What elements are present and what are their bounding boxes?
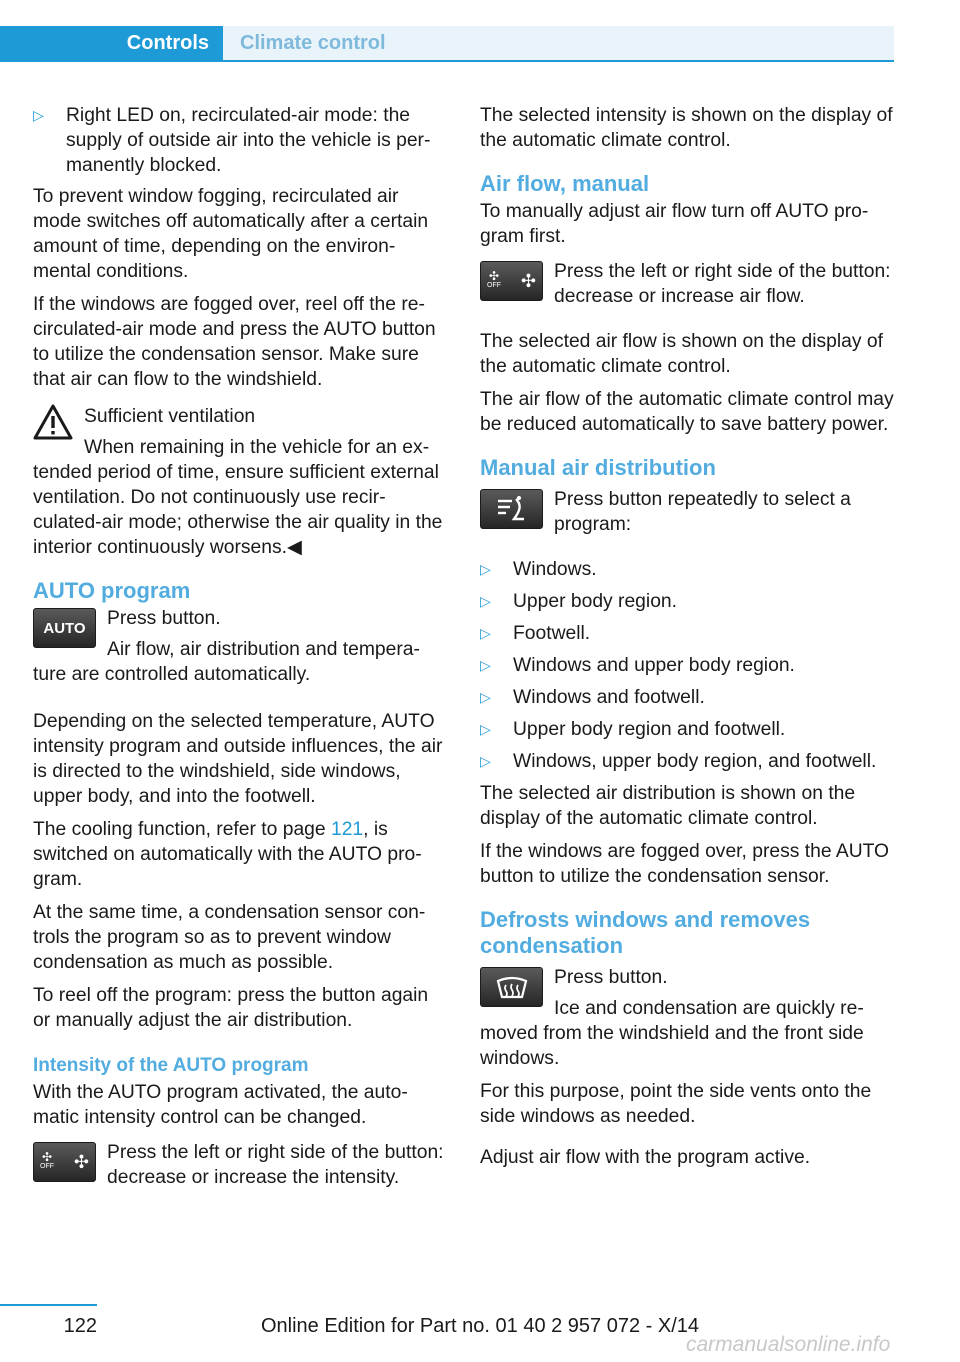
paragraph: If the windows are fogged over, reel off the recirculated-air mode and press the AUTO button to utilize the condensation sensor. Make sure that air can flow to the windshield. [33, 294, 436, 390]
triangle-bullet-icon: ▷ [480, 561, 491, 577]
edition-footer: Online Edition for Part no. 01 40 2 957 072 - X/14 [260, 1315, 700, 1337]
fan-off-label: OFF [40, 1163, 54, 1170]
auto-button-block [33, 606, 445, 687]
fan-button-icon [33, 1142, 96, 1182]
paragraph: At the same time, a condensation sensor controls the program so as to prevent window condensation as much as possible. [33, 902, 426, 973]
paragraph: To manually adjust air flow turn off AUTO program first. [480, 201, 869, 247]
fan-small-icon: ✣ [488, 269, 500, 283]
page-number-divider [0, 1304, 97, 1306]
defrost-button-block [480, 965, 898, 1071]
paragraph: To prevent window fogging, recirculated air mode switches off automatically after a certain amount of time, depending on the environmental conditions. [33, 186, 429, 282]
left-column [33, 103, 445, 1198]
tab-controls[interactable]: Controls [0, 26, 223, 60]
paragraph: Press button. [107, 608, 221, 629]
list-item: ▷ Footwell. [480, 623, 591, 644]
airflow-button-block [480, 259, 898, 309]
paragraph: Press button. [554, 967, 668, 988]
paragraph: The selected intensity is shown on the display of the automatic climate control. [480, 105, 893, 151]
warning-note [33, 404, 445, 560]
distribution-button-block [480, 487, 898, 537]
paragraph: Air flow, air distribution and temperature are controlled automatically. [33, 639, 420, 685]
air-distribution-button-icon [480, 489, 543, 529]
paragraph: With the AUTO program activated, the automatic intensity control can be changed. [33, 1082, 408, 1128]
triangle-bullet-icon: ▷ [480, 625, 491, 641]
list-item: ▷ Windows and upper body region. [480, 655, 795, 676]
warning-text: When remaining in the vehicle for an extended period of time, ensure sufficient external ventilation. Do not continuously use recirculated-air mode; otherwise the air quality in the interior continuously worsens.◀ [33, 437, 443, 558]
paragraph: Adjust air flow with the program active. [480, 1147, 811, 1168]
paragraph: For this purpose, point the side vents onto the side windows as needed. [480, 1081, 872, 1127]
header-divider [0, 60, 894, 62]
triangle-bullet-icon: ▷ [480, 689, 491, 705]
fan-button-icon [480, 261, 543, 301]
paragraph: Press the left or right side of the button: decrease or increase air flow. [554, 261, 891, 307]
fan-off-label: OFF [487, 282, 501, 289]
list-item: ▷ Upper body region and footwell. [480, 719, 786, 740]
warning-triangle-icon [33, 404, 73, 440]
list-item: ▷ Windows. [480, 559, 597, 580]
paragraph: The air flow of the automatic climate control may be reduced automatically to save battery power. [480, 389, 894, 435]
heading-auto-program: AUTO program [33, 578, 191, 603]
defrost-button-icon [480, 967, 543, 1007]
page-link[interactable]: 121 [330, 819, 364, 840]
paragraph: The selected air flow is shown on the display of the automatic climate control. [480, 331, 883, 377]
list-item: ▷ Upper body region. [480, 591, 677, 612]
heading-manual-air-distribution: Manual air distribution [480, 455, 716, 480]
recirc-list [33, 103, 445, 178]
paragraph: Depending on the selected temperature, AUTO intensity program and outside influences, the air is directed to the windshield, side windows, upper body, and into the footwell. [33, 711, 443, 807]
triangle-bullet-icon: ▷ [33, 107, 44, 123]
triangle-bullet-icon: ▷ [480, 753, 491, 769]
paragraph: If the windows are fogged over, press the AUTO button to utilize the condensation sensor. [480, 841, 890, 887]
fan-small-icon: ✣ [41, 1150, 53, 1164]
paragraph: Press button repeatedly to select a program: [554, 489, 851, 535]
page-header [0, 26, 894, 62]
paragraph: The selected air distribution is shown on the display of the automatic climate control. [480, 783, 856, 829]
auto-button-icon: AUTO [33, 608, 96, 648]
right-column [480, 103, 898, 1178]
fan-large-icon: ✣ [520, 270, 536, 291]
list-item: ▷ Windows and footwell. [480, 687, 705, 708]
windshield-defrost-icon [492, 973, 532, 1001]
intensity-button-block [33, 1140, 445, 1190]
warning-title: Sufficient ventilation [84, 406, 256, 427]
air-distribution-icon [492, 495, 532, 523]
paragraph: Press the left or right side of the button: decrease or increase the intensity. [107, 1142, 444, 1188]
heading-air-flow-manual: Air flow, manual [480, 171, 650, 196]
paragraph: The cooling function, refer to page 121, is switched on automatically with the AUTO program. [33, 819, 422, 890]
heading-defrost: Defrosts windows and removes condensation [480, 907, 811, 958]
list-item: ▷ Right LED on, recirculated-air mode: the supply of outside air into the vehicle is permanently blocked. [33, 105, 431, 176]
triangle-bullet-icon: ▷ [480, 593, 491, 609]
heading-intensity: Intensity of the AUTO program [33, 1055, 309, 1076]
paragraph: Ice and condensation are quickly removed from the windshield and the front side windows. [480, 998, 864, 1069]
paragraph: To reel off the program: press the button again or manually adjust the air distribution. [33, 985, 429, 1031]
tab-climate-control[interactable]: Climate control [223, 26, 894, 60]
fan-large-icon: ✣ [73, 1151, 89, 1172]
triangle-bullet-icon: ▷ [480, 721, 491, 737]
list-item: ▷ Windows, upper body region, and footwell. [480, 751, 877, 772]
page-number: 122 [63, 1315, 97, 1337]
program-list [480, 557, 898, 774]
triangle-bullet-icon: ▷ [480, 657, 491, 673]
watermark: carmanualsonline.info [686, 1333, 891, 1356]
